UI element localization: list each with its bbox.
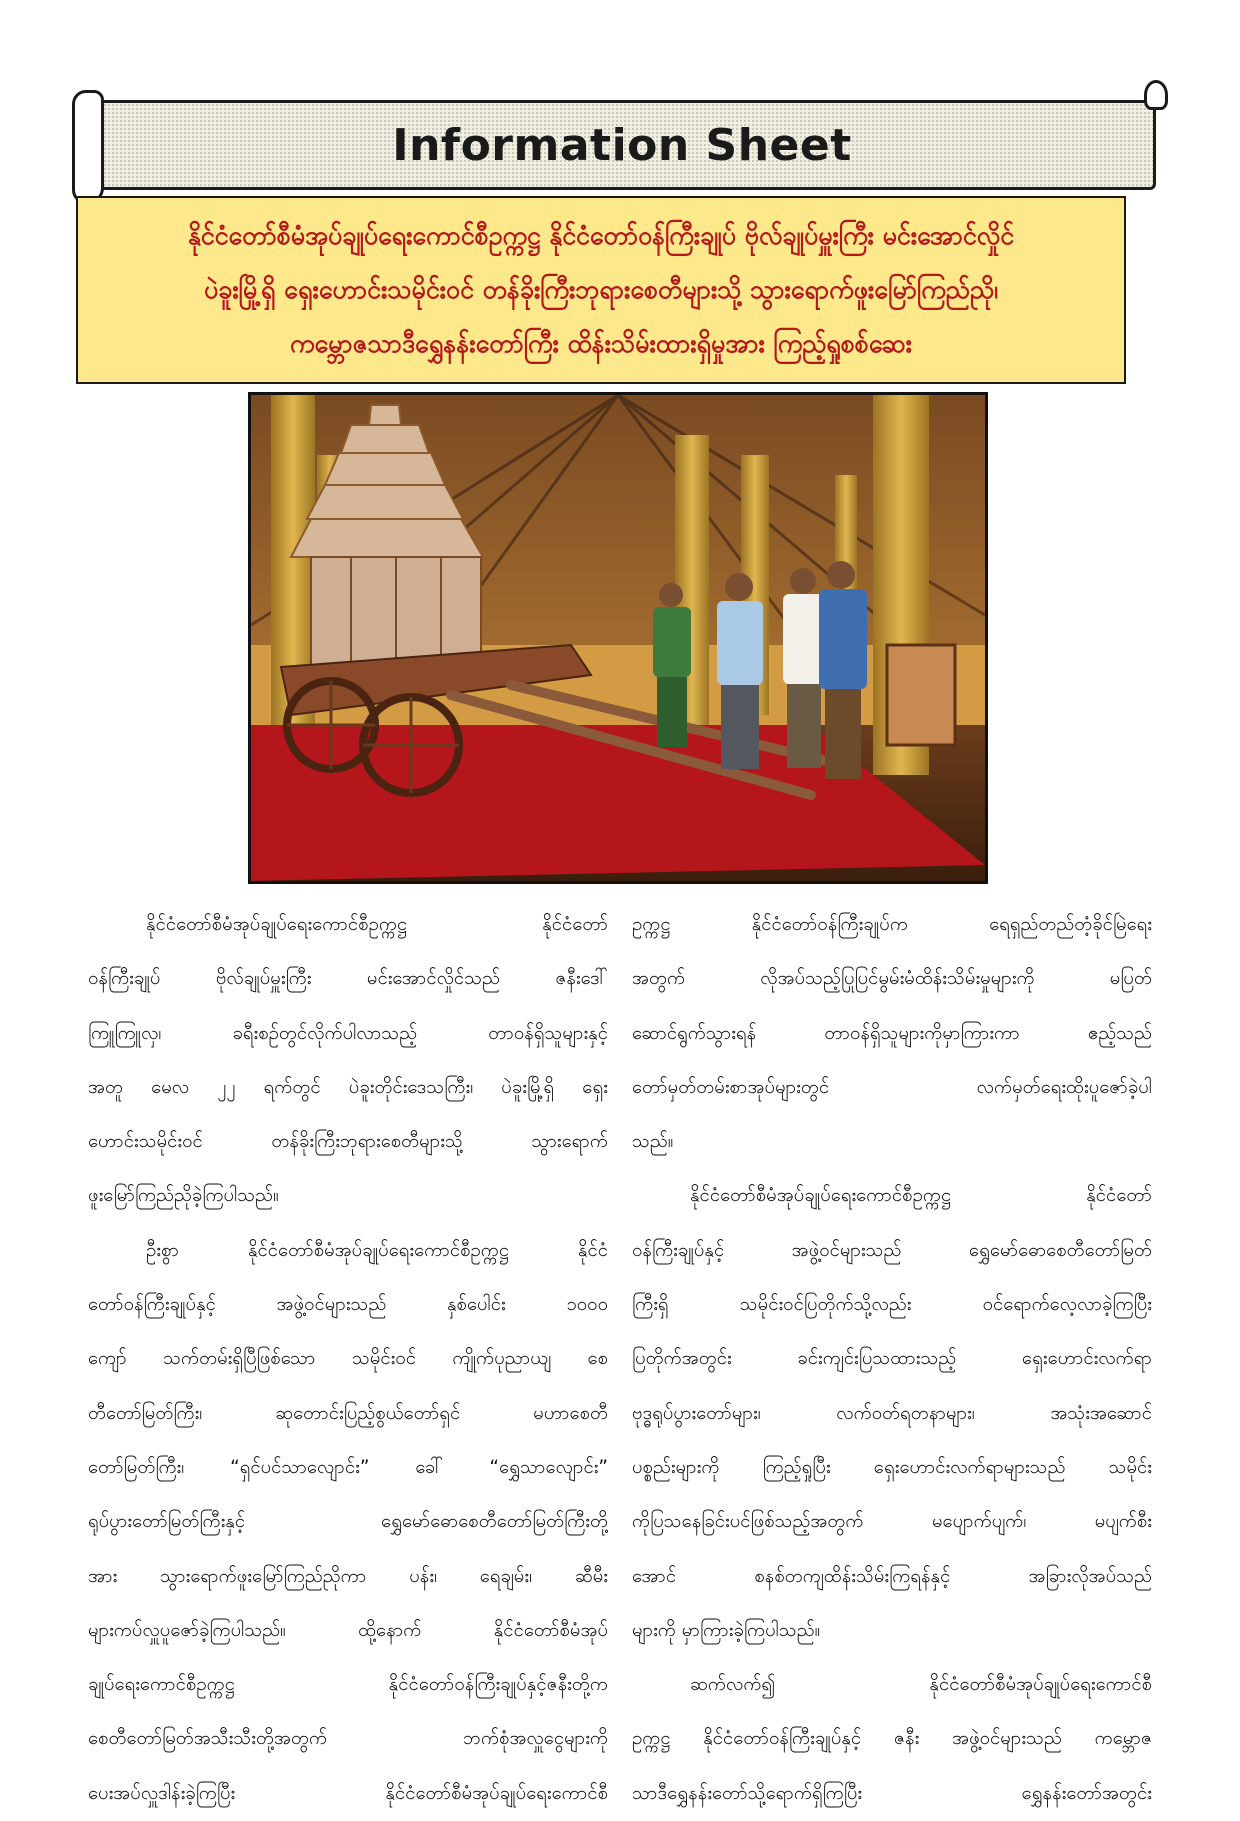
body-line: ချုပ်ရေးကောင်စီဥက္ကဋ္ဌ နိုင်ငံတော်ဝန်ကြီးချုပ်နှင့်ဇနီးတို့က xyxy=(88,1674,608,1696)
headline-line: ပဲခူးမြို့ရှိ ရှေးဟောင်းသမိုင်းဝင် တန်ခိုးကြီးဘုရားစေတီများသို့ သွားရောက်ဖူးမြော်ကြည်ညို၊ xyxy=(204,275,998,304)
scroll-curl-left xyxy=(72,90,104,204)
body-line: အား သွားရောက်ဖူးမြော်ကြည်ညိုကာ ပန်း၊ ရေချမ်း၊ ဆီမီး xyxy=(88,1565,608,1587)
body-line: ရုပ်ပွားတော်မြတ်ကြီးနှင့် ရွှေမော်ဓောစေတီတော်မြတ်ကြီးတို့ xyxy=(88,1511,608,1533)
headline-line: ကမ္ဘောဇသာဒီရွှေနန်းတော်ကြီး ထိန်းသိမ်းထားရှိမှုအား ကြည့်ရှုစစ်ဆေး xyxy=(290,329,912,358)
body-line: တော်မှတ်တမ်းစာအုပ်များတွင် လက်မှတ်ရေးထိုးပူဇော်ခဲ့ပါ xyxy=(632,1076,1152,1098)
body-line: များကပ်လှူပူဇော်ခဲ့ကြပါသည်။ ထို့နောက် နိုင်ငံတော်စီမံအုပ် xyxy=(88,1619,608,1641)
body-line: တော်ဝန်ကြီးချုပ်နှင့် အဖွဲ့ဝင်များသည် နှစ်ပေါင်း ၁၀၀၀ xyxy=(88,1294,608,1316)
body-column-left xyxy=(88,898,608,1821)
body-line: ဆက်လက်၍ နိုင်ငံတော်စီမံအုပ်ချုပ်ရေးကောင်စီ xyxy=(690,1674,1152,1696)
page-title: Information Sheet xyxy=(392,119,852,171)
title-band xyxy=(88,100,1156,190)
body-line: များကို မှာကြားခဲ့ကြပါသည်။ xyxy=(632,1619,821,1641)
body-line: နိုင်ငံတော်စီမံအုပ်ချုပ်ရေးကောင်စီဥက္ကဋ္ဌ နိုင်ငံတော် xyxy=(146,914,608,935)
body-line: ပေးအပ်လှူဒါန်းခဲ့ကြပြီး နိုင်ငံတော်စီမံအုပ်ချုပ်ရေးကောင်စီ xyxy=(88,1782,608,1804)
body-line: အတွက် လိုအပ်သည့်ပြုပြင်မွမ်းမံထိန်းသိမ်းမှုများကို မပြတ် xyxy=(632,968,1152,990)
body-line: ဖူးမြော်ကြည်ညိုခဲ့ကြပါသည်။ xyxy=(88,1185,279,1207)
news-photo xyxy=(248,392,988,884)
title-banner xyxy=(76,90,1156,174)
body-line: ကြူကြူလှ၊ ခရီးစဉ်တွင်လိုက်ပါလာသည့် တာဝန်ရှိသူများနှင့် xyxy=(88,1022,608,1044)
body-line: ကျော် သက်တမ်းရှိပြီဖြစ်သော သမိုင်းဝင် ကျိုက်ပုညာယျ စေ xyxy=(88,1348,608,1370)
body-line: ဟောင်းသမိုင်းဝင် တန်ခိုးကြီးဘုရားစေတီများသို့ သွားရောက် xyxy=(88,1131,608,1153)
body-line: တော်မြတ်ကြီး၊ “ရှင်ပင်သာလျောင်း” ခေါ် “ရွှေသာလျောင်း” xyxy=(88,1456,608,1478)
body-column-right xyxy=(632,898,1152,1821)
body-line: ဦးစွာ နိုင်ငံတော်စီမံအုပ်ချုပ်ရေးကောင်စီဥက္ကဋ္ဌ နိုင်ငံ xyxy=(146,1239,608,1261)
body-line: ဝန်ကြီးချုပ်နှင့် အဖွဲ့ဝင်များသည် ရွှေမော်ဓောစေတီတော်မြတ် xyxy=(632,1239,1152,1261)
body-line: စေတီတော်မြတ်အသီးသီးတို့အတွက် ဘက်စုံအလှူငွေများကို xyxy=(88,1728,608,1750)
body-line: အောင် စနစ်တကျထိန်းသိမ်းကြရန်နှင့် အခြားလိုအပ်သည် xyxy=(632,1565,1152,1587)
body-line: သည်။ xyxy=(632,1131,674,1153)
body-line: ပြတိုက်အတွင်း ခင်းကျင်းပြသထားသည့် ရှေးဟောင်းလက်ရာ xyxy=(632,1348,1152,1370)
body-line: သာဒီရွှေနန်းတော်သို့ရောက်ရှိကြပြီး ရွှေနန်းတော်အတွင်း xyxy=(632,1782,1152,1804)
body-line: ဥက္ကဋ္ဌ နိုင်ငံတော်ဝန်ကြီးချုပ်က ရေရှည်တည်တံ့ခိုင်မြဲရေး xyxy=(632,914,1152,935)
body-line: တီတော်မြတ်ကြီး၊ ဆုတောင်းပြည့်စွယ်တော်ရှင် မဟာစေတီ xyxy=(88,1402,608,1424)
headline-box xyxy=(76,196,1126,384)
body-line: အတူ မေလ ၂၂ ရက်တွင် ပဲခူးတိုင်းဒေသကြီး၊ ပဲခူးမြို့ရှိ ရှေး xyxy=(88,1076,608,1098)
body-line: ဥက္ကဋ္ဌ နိုင်ငံတော်ဝန်ကြီးချုပ်နှင့် ဇနီး အဖွဲ့ဝင်များသည် ကမ္ဘောဇ xyxy=(632,1728,1152,1750)
body-line: ပစ္စည်းများကို ကြည့်ရှုပြီး ရှေးဟောင်းလက်ရာများသည် သမိုင်း xyxy=(632,1456,1152,1478)
body-line: ကြီးရှိ သမိုင်းဝင်ပြတိုက်သို့လည်း ဝင်ရောက်လေ့လာခဲ့ကြပြီး xyxy=(632,1294,1152,1316)
body-line: နိုင်ငံတော်စီမံအုပ်ချုပ်ရေးကောင်စီဥက္ကဋ္ဌ နိုင်ငံတော် xyxy=(690,1185,1152,1207)
carriage-photo-illustration xyxy=(251,395,985,881)
headline-line: နိုင်ငံတော်စီမံအုပ်ချုပ်ရေးကောင်စီဥက္ကဋ္ဌ နိုင်ငံတော်ဝန်ကြီးချုပ် ဗိုလ်ချုပ်မှူးကြီး မင်းအောင်လှိုင် xyxy=(187,221,1015,250)
body-line: ကိုပြသနေခြင်းပင်ဖြစ်သည့်အတွက် မပျောက်ပျက်၊ မပျက်စီး xyxy=(632,1511,1152,1533)
body-line: ဗုဒ္ဓရုပ်ပွားတော်များ၊ လက်ဝတ်ရတနာများ၊ အသုံးအဆောင် xyxy=(632,1402,1152,1424)
body-line: ဆောင်ရွက်သွားရန် တာဝန်ရှိသူများကိုမှာကြားကာ ဧည့်သည် xyxy=(632,1022,1152,1044)
body-line: ဝန်ကြီးချုပ် ဗိုလ်ချုပ်မှူးကြီး မင်းအောင်လှိုင်သည် ဇနီးဒေါ် xyxy=(88,968,608,990)
scroll-curl-right xyxy=(1144,80,1168,110)
